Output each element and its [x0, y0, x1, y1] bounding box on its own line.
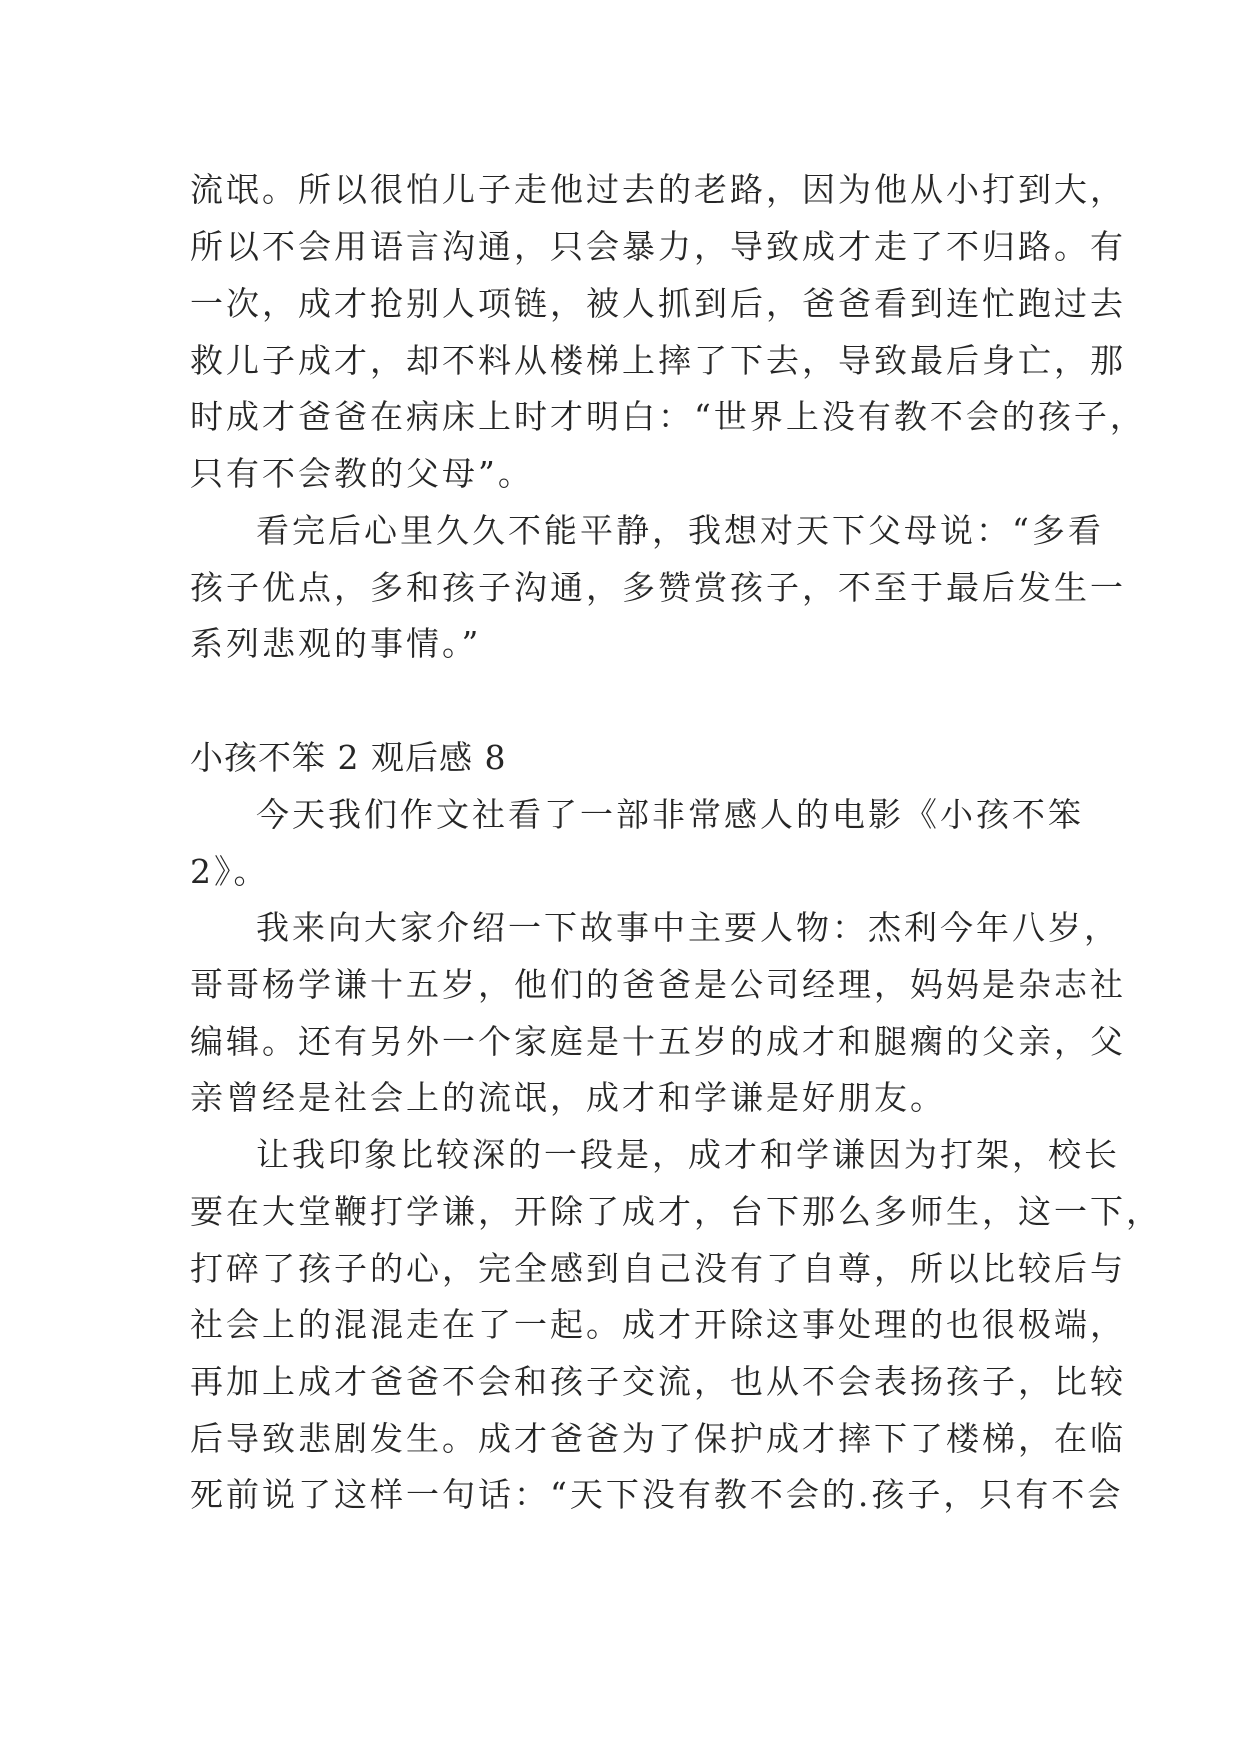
paragraph-line: 系列悲观的事情。”	[190, 624, 482, 663]
paragraph-line: 要在大堂鞭打学谦，开除了成才，台下那么多师生，这一下，	[190, 1192, 1162, 1231]
paragraph-line: 流氓。所以很怕儿子走他过去的老路，因为他从小打到大，	[190, 170, 1126, 209]
paragraph-line: 今天我们作文社看了一部非常感人的电影《小孩不笨	[256, 795, 1084, 834]
paragraph-line: 编辑。还有另外一个家庭是十五岁的成才和腿瘸的父亲，父	[190, 1022, 1126, 1061]
paragraph-line: 死前说了这样一句话：“天下没有教不会的.孩子，只有不会	[190, 1475, 1124, 1514]
paragraph-line: 孩子优点，多和孩子沟通，多赞赏孩子，不至于最后发生一	[190, 568, 1126, 607]
paragraph-line: 让我印象比较深的一段是，成才和学谦因为打架，校长	[256, 1135, 1120, 1174]
paragraph-line: 所以不会用语言沟通，只会暴力，导致成才走了不归路。有	[190, 227, 1126, 266]
section-heading: 小孩不笨 2 观后感 8	[190, 738, 507, 777]
paragraph-line: 只有不会教的父母”。	[190, 454, 534, 493]
paragraph-line: 后导致悲剧发生。成才爸爸为了保护成才摔下了楼梯，在临	[190, 1419, 1126, 1458]
paragraph-line: 一次，成才抢别人项链，被人抓到后，爸爸看到连忙跑过去	[190, 284, 1126, 323]
paragraph-line: 时成才爸爸在病床上时才明白：“世界上没有教不会的孩子，	[190, 397, 1146, 436]
paragraph-line: 亲曾经是社会上的流氓，成才和学谦是好朋友。	[190, 1078, 946, 1117]
paragraph-line: 我来向大家介绍一下故事中主要人物：杰利今年八岁，	[256, 908, 1120, 947]
paragraph-line: 哥哥杨学谦十五岁，他们的爸爸是公司经理，妈妈是杂志社	[190, 965, 1126, 1004]
paragraph-line: 看完后心里久久不能平静，我想对天下父母说：“多看	[256, 511, 1104, 550]
paragraph-line: 再加上成才爸爸不会和孩子交流，也从不会表扬孩子，比较	[190, 1362, 1126, 1401]
paragraph-line: 社会上的混混走在了一起。成才开除这事处理的也很极端，	[190, 1305, 1126, 1344]
paragraph-line: 2》。	[190, 852, 270, 891]
paragraph-line: 打碎了孩子的心，完全感到自己没有了自尊，所以比较后与	[190, 1249, 1126, 1288]
paragraph-line: 救儿子成才，却不料从楼梯上摔了下去，导致最后身亡，那	[190, 341, 1126, 380]
